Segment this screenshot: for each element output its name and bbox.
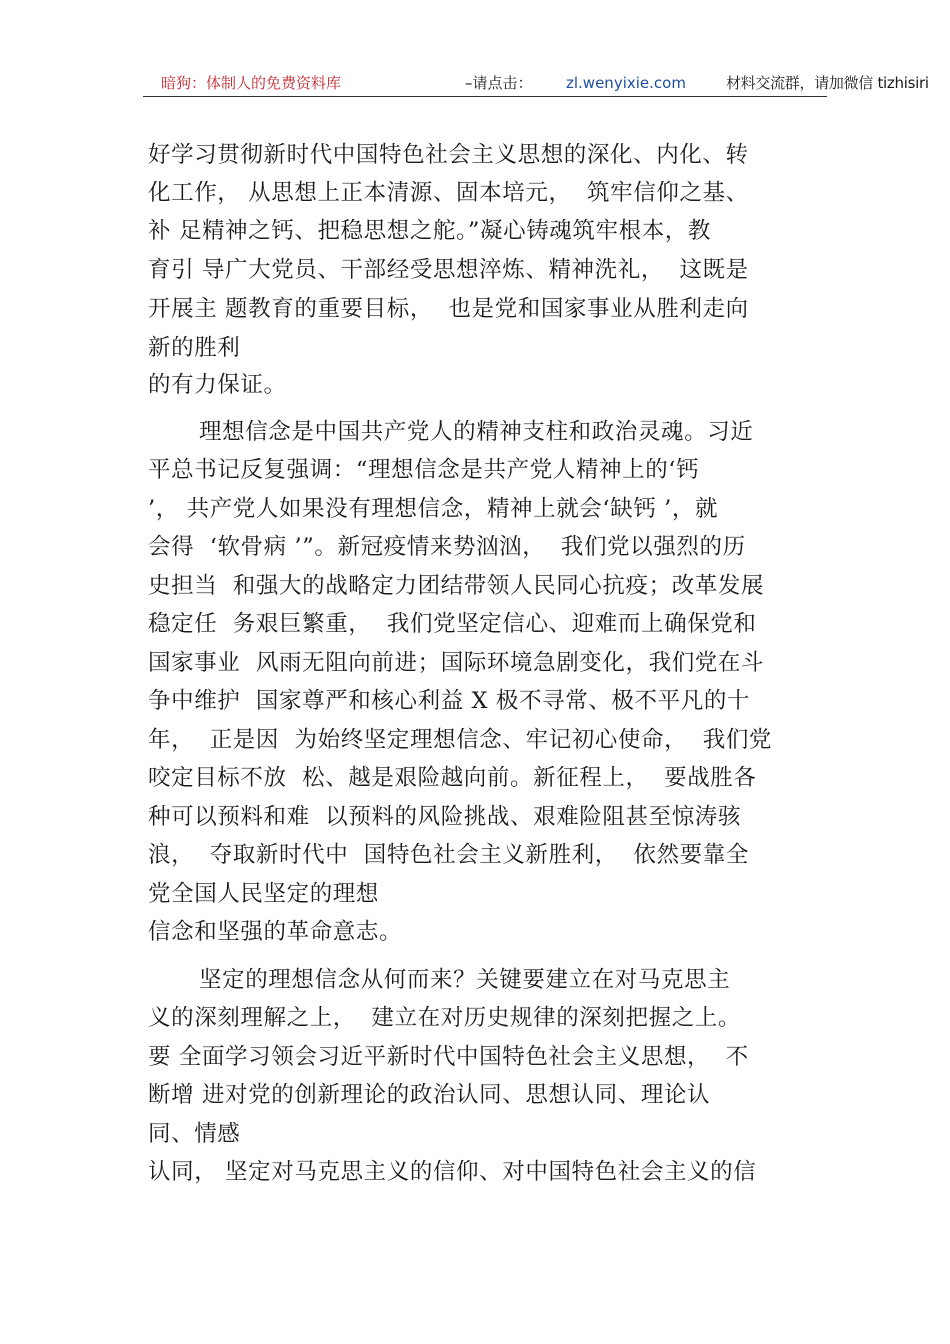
paragraph-first-line: 坚定的理想信念从何而来？关键要建立在对马克思主	[199, 967, 731, 993]
text-line: 好学习贯彻新时代中国特色社会主义思想的深化、内化、转	[148, 142, 749, 168]
text-line: 育引 导广大党员、干部经受思想淬炼、精神洗礼， 这既是	[148, 257, 749, 283]
text-line: 稳定任 务艰巨繁重， 我们党坚定信心、迎难而上确保党和	[148, 611, 757, 637]
paragraph-first-line: 理想信念是中国共产党人的精神支柱和政治灵魂。习近	[199, 419, 754, 445]
text-line: 争中维护 国家尊严和核心利益 X 极不寻常、极不平凡的十	[148, 688, 751, 714]
text-line: 浪， 夺取新时代中 国特色社会主义新胜利， 依然要靠全	[148, 842, 749, 868]
header-click-prompt: –请点击：	[465, 74, 533, 92]
text-line: 补 足精神之钙、把稳思想之舵。”凝心铸魂筑牢根本，教	[148, 218, 712, 244]
text-line: 信念和坚强的革命意志。	[148, 919, 403, 945]
page-header	[143, 72, 929, 97]
text-line: 义的深刻理解之上， 建立在对历史规律的深刻把握之上。	[148, 1005, 742, 1031]
text-line: 咬定目标不放 松、越是艰险越向前。新征程上， 要战胜各	[148, 765, 757, 791]
text-line: 的有力保证。	[148, 372, 287, 398]
text-line: 会得 ‘软骨病 ’”。新冠疫情来势汹汹， 我们党以强烈的历	[148, 534, 746, 560]
text-line: 党全国人民坚定的理想	[148, 881, 380, 907]
text-line: 史担当 和强大的战略定力团结带领人民同心抗疫；改革发展	[148, 573, 765, 599]
header-wechat-note: 材料交流群，请加微信 tizhisiri	[726, 74, 929, 92]
text-line: 平总书记反复强调：“理想信念是共产党人精神上的‘钙	[148, 457, 700, 483]
text-line: 开展主 题教育的重要目标， 也是党和国家事业从胜利走向	[148, 296, 749, 322]
text-line: 要 全面学习领会习近平新时代中国特色社会主义思想， 不	[148, 1044, 749, 1070]
header-site-name: 暗狗：体制人的免费资料库	[161, 74, 342, 92]
text-line: 化工作， 从思想上正本清源、固本培元， 筑牢信仰之基、	[148, 180, 749, 206]
text-line: 年， 正是因 为始终坚定理想信念、牢记初心使命， 我们党	[148, 727, 773, 753]
text-line: 国家事业 风雨无阻向前进；国际环境急剧变化，我们党在斗	[148, 650, 765, 676]
text-line: 新的胜利	[148, 335, 241, 361]
header-link[interactable]: zl.wenyixie.com	[566, 74, 686, 92]
text-line: ’， 共产党人如果没有理想信念，精神上就会‘缺钙 ’，就	[148, 496, 719, 522]
text-line: 认同， 坚定对马克思主义的信仰、对中国特色社会主义的信	[148, 1159, 757, 1185]
text-line: 同、情感	[148, 1121, 241, 1147]
text-line: 种可以预料和难 以预料的风险挑战、艰难险阻甚至惊涛骇	[148, 804, 742, 830]
text-line: 断增 进对党的创新理论的政治认同、思想认同、理论认	[148, 1082, 711, 1108]
